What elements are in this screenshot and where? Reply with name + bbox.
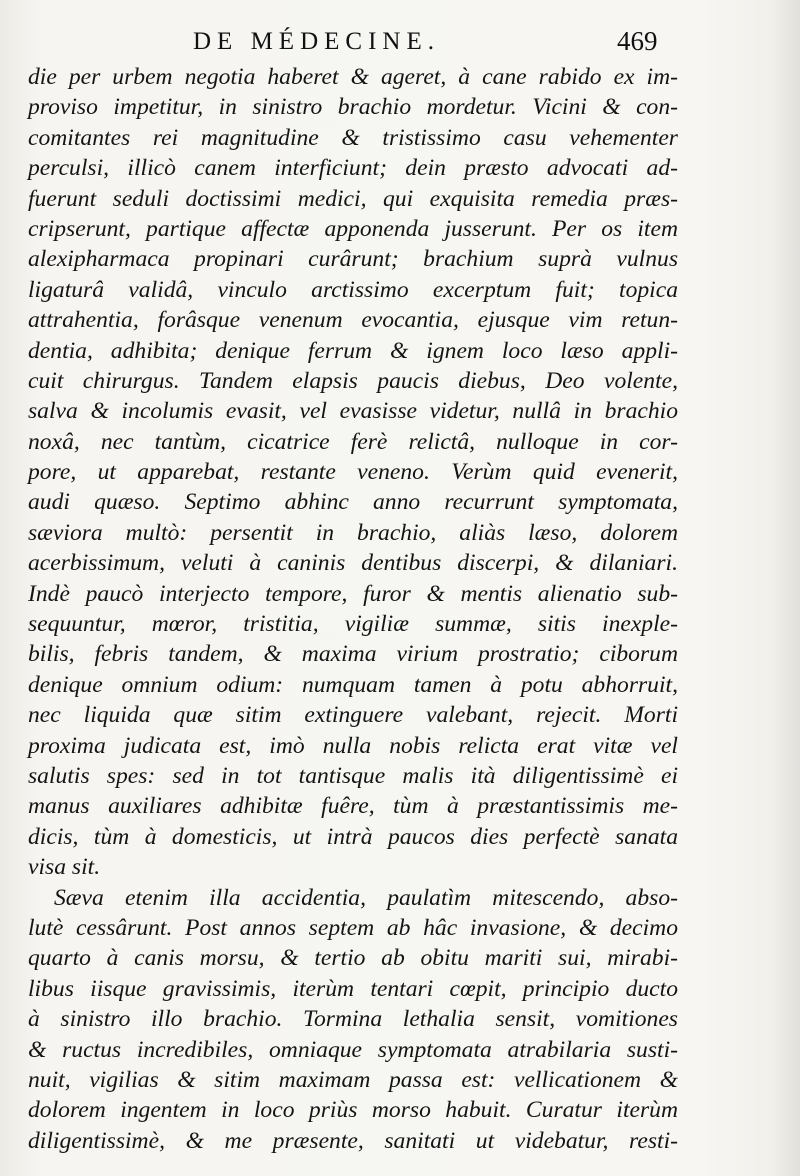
text-line: à sinistro illo brachio. Tormina lethalia sensit, vomitiones [28,1006,678,1033]
text-line: proxima judicata est, imò nulla nobis relicta erat vitæ vel [28,732,678,759]
text-line: nec liquida quæ sitim extinguere valebant, rejecit. Morti [28,702,678,729]
text-line: denique omnium odium: numquam tamen à potu abhorruit, [28,671,678,698]
text-line: dicis, tùm à domesticis, ut intrà paucos dies perfectè sanata [28,823,678,850]
text-line: ligaturâ validâ, vinculo arctissimo excerptum fuit; topica [28,276,678,303]
text-line: die per urbem negotia haberet & ageret, à cane rabido ex im- [28,64,678,90]
text-line: pore, ut apparebat, restante veneno. Verùm quid evenerit, [28,459,678,486]
text-line: comitantes rei magnitudine & tristissimo casu vehementer [28,124,678,151]
paragraph-2 [28,883,678,1157]
text-line: nuit, vigilias & sitim maximam passa est: vellicationem & [28,1066,678,1093]
text-line: dolorem ingentem in loco priùs morso habuit. Curatur iterùm [28,1097,678,1124]
page-number: 469 [617,26,658,56]
running-head: DE MÉDECINE. [193,28,440,55]
paragraph-1 [28,62,678,883]
text-line: perculsi, illicò canem interficiunt; dein præsto advocati ad- [28,155,678,182]
text-line: cuit chirurgus. Tandem elapsis paucis diebus, Deo volente, [28,367,678,394]
text-line: bilis, febris tandem, & maxima virium prostratio; ciborum [28,641,678,668]
text-line: audi quæso. Septimo abhinc anno recurrunt symptomata, [28,489,678,516]
text-line: acerbissimum, veluti à caninis dentibus discerpi, & dilaniari. [28,550,678,577]
text-line: Indè paucò interjecto tempore, furor & mentis alienatio sub- [28,580,678,607]
text-line: libus iisque gravissimis, iterùm tentari cœpit, principio ducto [28,975,678,1002]
text-line: sequuntur, mœror, tristitia, vigiliæ summæ, sitis inexple- [28,611,678,638]
text-line: & ructus incredibiles, omniaque symptomata atrabilaria susti- [28,1036,678,1063]
text-line: Sæva etenim illa accidentia, paulatìm mitescendo, abso- [54,884,678,911]
text-line: sæviora multò: persentit in brachio, aliàs læso, dolorem [28,519,678,546]
text-line: diligentissimè, & me præsente, sanitati ut videbatur, resti- [28,1127,678,1154]
text-line: proviso impetitur, in sinistro brachio mordetur. Vicini & con- [28,94,678,121]
text-line: manus auxiliares adhibitæ fuêre, tùm à præstantissimis me- [28,793,678,820]
text-line: noxâ, nec tantùm, cicatrice ferè relictâ, nulloque in cor- [28,428,678,455]
text-line: fuerunt seduli doctissimi medici, qui exquisita remedia præs- [28,185,678,212]
text-line: alexipharmaca propinari curârunt; brachium suprà vulnus [28,246,678,273]
text-line: salva & incolumis evasit, vel evasisse videtur, nullâ in brachio [28,398,678,425]
text-line: attrahentia, forâsque venenum evocantia, ejusque vim retun- [28,307,678,334]
page-edge-shadow [770,0,800,1176]
text-line: salutis spes: sed in tot tantisque malis ità diligentissimè ei [28,762,678,789]
body-text [28,62,678,1156]
text-line: visa sit. [28,854,101,881]
text-line: lutè cessârunt. Post annos septem ab hâc invasione, & decimo [28,914,678,941]
page-header [0,26,800,60]
text-line: cripserunt, partique affectæ apponenda jusserunt. Per os item [28,215,678,242]
text-line: dentia, adhibita; denique ferrum & ignem loco læso appli- [28,337,678,364]
text-line: quarto à canis morsu, & tertio ab obitu mariti sui, mirabi- [28,945,678,972]
